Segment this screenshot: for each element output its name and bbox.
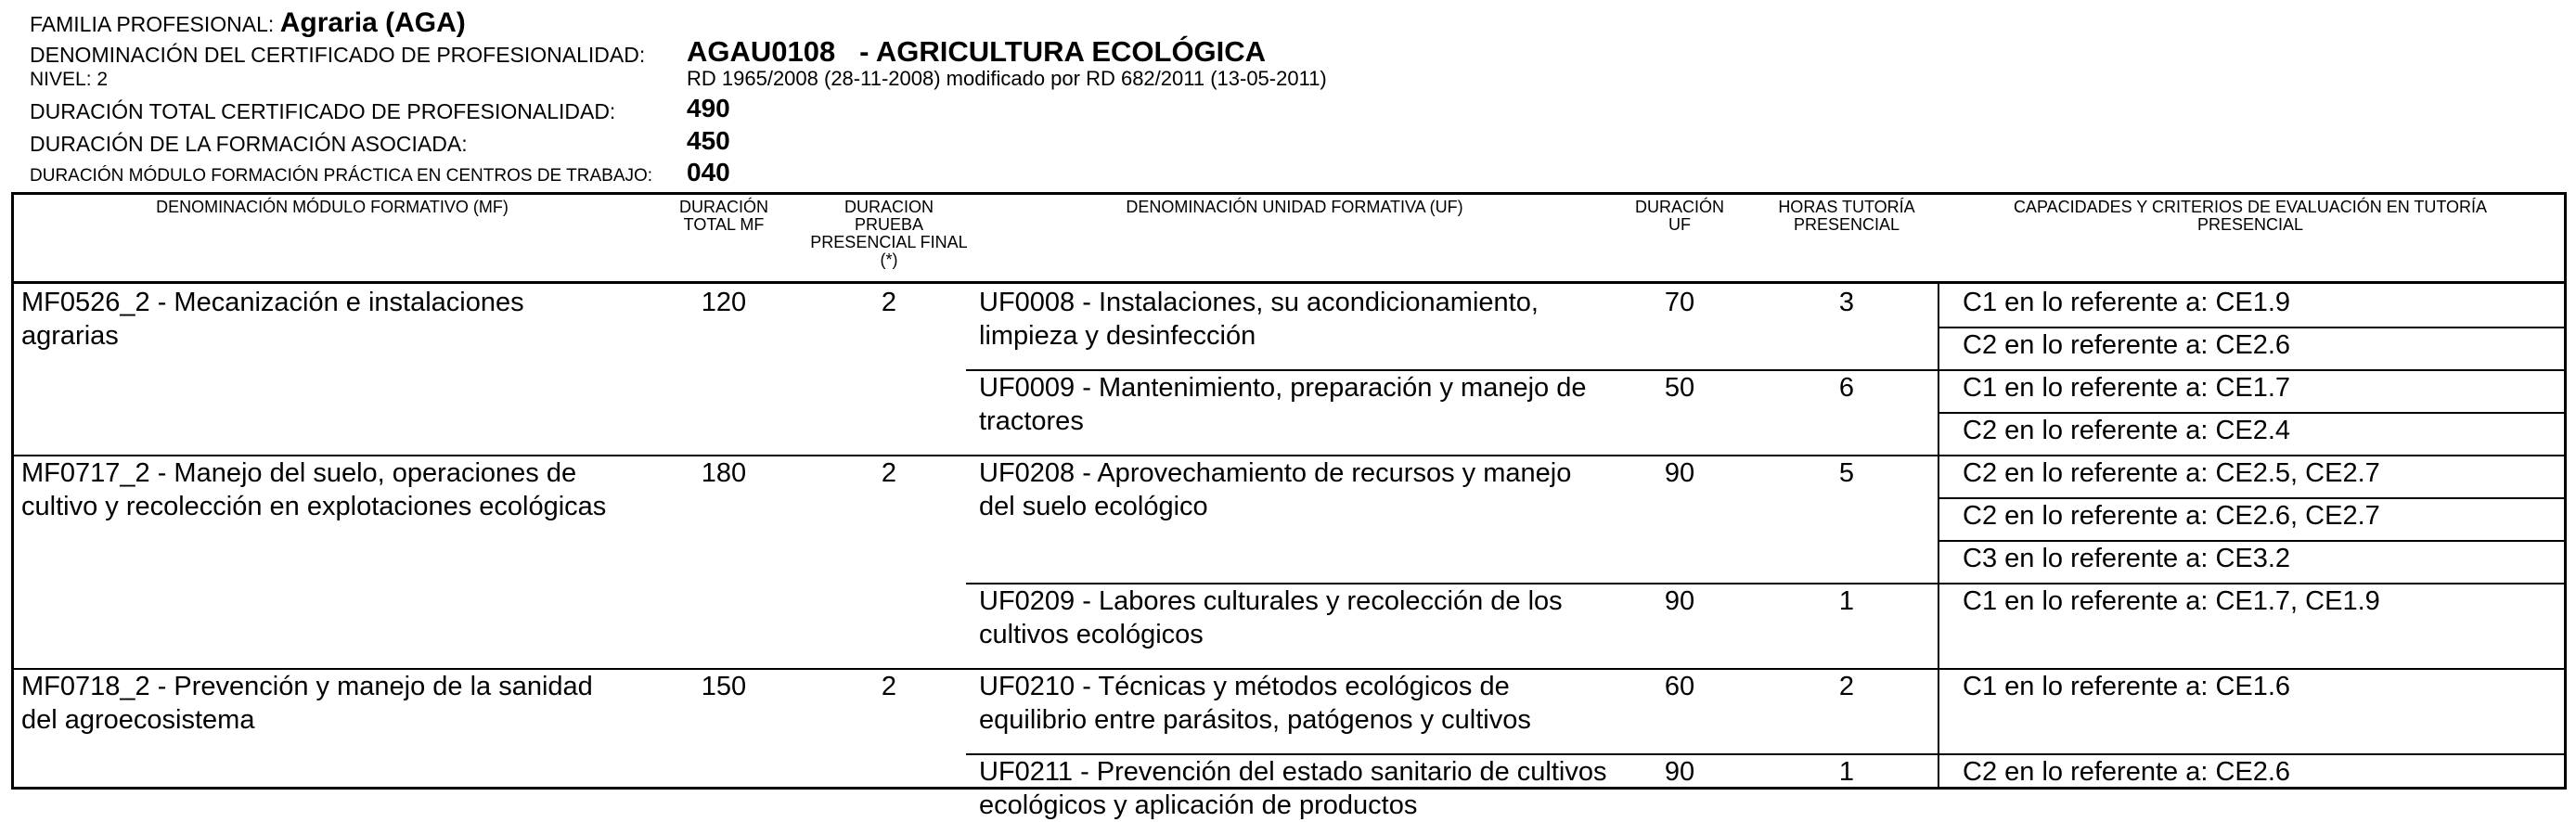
modules-table [11, 192, 2567, 820]
criteria-item: C1 en lo referente a: CE1.7 [1963, 373, 2291, 403]
col-header-uf: DENOMINACIÓN UNIDAD FORMATIVA (UF) [1126, 198, 1463, 216]
familia-line [30, 9, 466, 37]
duracion-total-label: DURACIÓN TOTAL CERTIFICADO DE PROFESIONALIDAD: [30, 99, 616, 123]
unit-horas-tutoria: 5 [1838, 458, 1855, 488]
unit-duracion: 50 [1664, 373, 1695, 403]
duracion-practica-value: 040 [687, 158, 730, 186]
unit-name: UF0009 - Mantenimiento, preparación y manejo de tractores [979, 373, 1587, 436]
nivel-label: NIVEL: 2 [30, 69, 109, 90]
criteria-item: C2 en lo referente a: CE2.6, CE2.7 [1963, 501, 2380, 531]
criteria-item: C2 en lo referente a: CE2.5, CE2.7 [1963, 458, 2380, 488]
unit-duracion: 70 [1664, 288, 1695, 317]
criteria-item: C2 en lo referente a: CE2.6 [1963, 757, 2291, 787]
criteria-item: C1 en lo referente a: CE1.9 [1963, 288, 2291, 317]
module-prueba: 2 [881, 288, 897, 317]
unit-horas-tutoria: 3 [1838, 288, 1855, 317]
module-name: MF0526_2 - Mecanización e instalaciones agrarias [21, 288, 524, 351]
module-duracion: 150 [701, 672, 747, 701]
duracion-formacion-label: DURACIÓN DE LA FORMACIÓN ASOCIADA: [30, 132, 468, 156]
header-separator [14, 281, 2564, 284]
criteria-item: C2 en lo referente a: CE2.4 [1963, 416, 2291, 445]
certificado-title: AGAU0108 - AGRICULTURA ECOLÓGICA [687, 35, 1267, 68]
criteria-divider [1938, 284, 1939, 787]
rd-reference: RD 1965/2008 (28-11-2008) modificado por RD 682/2011 (13-05-2011) [687, 67, 1327, 90]
unit-horas-tutoria: 2 [1838, 672, 1855, 701]
module-prueba: 2 [881, 672, 897, 701]
criteria-item: C1 en lo referente a: CE1.6 [1963, 672, 2291, 701]
unit-name: UF0211 - Prevención del estado sanitario de cultivos ecológicos y aplicación de productos [979, 757, 1607, 820]
module-duracion: 180 [701, 458, 747, 488]
familia-value: Agraria (AGA) [279, 7, 466, 38]
unit-duracion: 90 [1664, 757, 1695, 787]
unit-duracion: 60 [1664, 672, 1695, 701]
criteria-item: C1 en lo referente a: CE1.7, CE1.9 [1963, 586, 2380, 616]
criteria-item: C2 en lo referente a: CE2.6 [1963, 330, 2291, 360]
unit-duracion: 90 [1664, 586, 1695, 616]
duracion-total-value: 490 [687, 94, 730, 122]
unit-duracion: 90 [1664, 458, 1695, 488]
unit-name: UF0208 - Aprovechamiento de recursos y manejo del suelo ecológico [979, 458, 1572, 521]
col-header-prueba: DURACION PRUEBA PRESENCIAL FINAL (*) [810, 198, 968, 269]
denominacion-label: DENOMINACIÓN DEL CERTIFICADO DE PROFESIONALIDAD: [30, 43, 646, 67]
duracion-formacion-value: 450 [687, 126, 730, 155]
duracion-practica-label: DURACIÓN MÓDULO FORMACIÓN PRÁCTICA EN CENTROS DE TRABAJO: [30, 166, 653, 186]
unit-horas-tutoria: 1 [1838, 586, 1855, 616]
col-header-criterios: CAPACIDADES Y CRITERIOS DE EVALUACIÓN EN TUTORÍA PRESENCIAL [2013, 198, 2488, 234]
familia-label: FAMILIA PROFESIONAL: [30, 12, 275, 36]
module-name: MF0717_2 - Manejo del suelo, operaciones de cultivo y recolección en explotaciones ecológicas [21, 458, 607, 521]
document-header [0, 0, 2576, 190]
unit-horas-tutoria: 6 [1838, 373, 1855, 403]
unit-name: UF0210 - Técnicas y métodos ecológicos de equilibrio entre parásitos, patógenos y cultivos [979, 672, 1531, 735]
col-header-mf: DENOMINACIÓN MÓDULO FORMATIVO (MF) [156, 198, 509, 216]
col-header-horas: HORAS TUTORÍA PRESENCIAL [1778, 198, 1915, 234]
module-duracion: 120 [701, 288, 747, 317]
col-header-duracion-uf: DURACIÓN UF [1634, 198, 1724, 234]
unit-name: UF0008 - Instalaciones, su acondicionamiento, limpieza y desinfección [979, 288, 1539, 351]
col-header-duracion-mf: DURACIÓN TOTAL MF [678, 198, 768, 234]
unit-name: UF0209 - Labores culturales y recolección de los cultivos ecológicos [979, 586, 1563, 649]
module-prueba: 2 [881, 458, 897, 488]
criteria-item: C3 en lo referente a: CE3.2 [1963, 544, 2291, 573]
unit-horas-tutoria: 1 [1838, 757, 1855, 787]
module-name: MF0718_2 - Prevención y manejo de la sanidad del agroecosistema [21, 672, 593, 735]
